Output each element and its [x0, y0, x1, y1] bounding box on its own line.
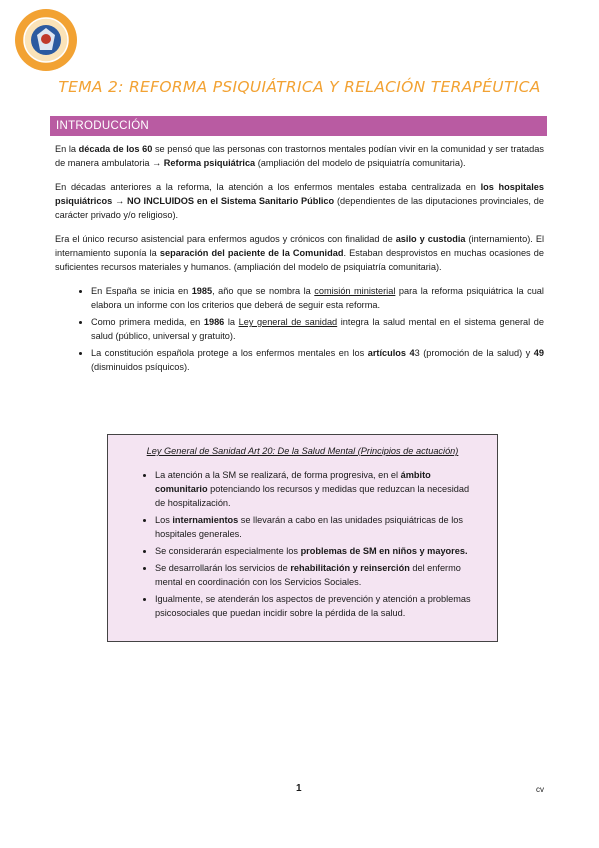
list-item: • Los internamientos se llevarán a cabo en las unidades psiquiátricas de los hospitales generales.: [155, 513, 471, 541]
list-item: • La atención a la SM se realizará, de forma progresiva, en el ámbito comunitario potenciando los recursos y medidas que reduzcan la necesidad de hospitalización.: [155, 468, 471, 510]
bullet-list: [55, 284, 544, 374]
box-title: Ley General de Sanidad Art 20: De la Salud Mental (Principios de actuación): [146, 446, 459, 456]
page-number: 1: [296, 783, 302, 794]
section-header: INTRODUCCIÓN: [50, 116, 547, 136]
list-item: • La constitución española protege a los enfermos mentales en los artículos 43 (promoción de la salud) y 49 (disminuidos psíquicos).: [91, 346, 544, 374]
list-item: • Como primera medida, en 1986 la Ley general de sanidad integra la salud mental en el sistema general de salud (público, universal y gratuito).: [91, 315, 544, 343]
paragraph: En décadas anteriores a la reforma, la atención a los enfermos mentales estaba centralizada en los hospitales psiquiátricos → NO INCLUIDOS en el Sistema Sanitario Público (dependientes de las diputaciones provinciales, de carácter privado y/o religioso).: [55, 182, 544, 220]
footer-initials: cv: [536, 785, 544, 794]
document-body: [55, 142, 544, 377]
list-item: • Igualmente, se atenderán los aspectos de prevención y atención a problemas psicosociales que puedan incidir sobre la pérdida de la salud.: [155, 592, 471, 620]
list-item: • Se desarrollarán los servicios de rehabilitación y reinserción del enfermo mental en coordinación con los Servicios Sociales.: [155, 561, 471, 589]
university-seal-icon: [14, 8, 78, 72]
list-item: • En España se inicia en 1985, año que se nombra la comisión ministerial para la reforma psiquiátrica la cual elabora un informe con los criterios que deberá de seguir esta reforma.: [91, 284, 544, 312]
list-item: • Se considerarán especialmente los problemas de SM en niños y mayores.: [155, 544, 471, 558]
page-title: TEMA 2: REFORMA PSIQUIÁTRICA Y RELACIÓN TERAPÉUTICA: [58, 78, 541, 96]
logo: [14, 8, 78, 72]
box-list: [108, 468, 497, 620]
law-box: [107, 434, 498, 642]
paragraph: En la década de los 60 se pensó que las personas con trastornos mentales podían vivir en la comunidad y ser tratadas de manera ambulatoria → Reforma psiquiátrica (ampliación del modelo de psiquiatría comunitaria).: [55, 144, 544, 168]
paragraph: Era el único recurso asistencial para enfermos agudos y crónicos con finalidad de asilo y custodia (internamiento). El internamiento suponía la separación del paciente de la Comunidad. Estaban desprovistos en muchas ocasiones de suficientes recursos materiales y humanos. (ampliación del modelo de psiquiatría comunitaria).: [55, 234, 544, 272]
